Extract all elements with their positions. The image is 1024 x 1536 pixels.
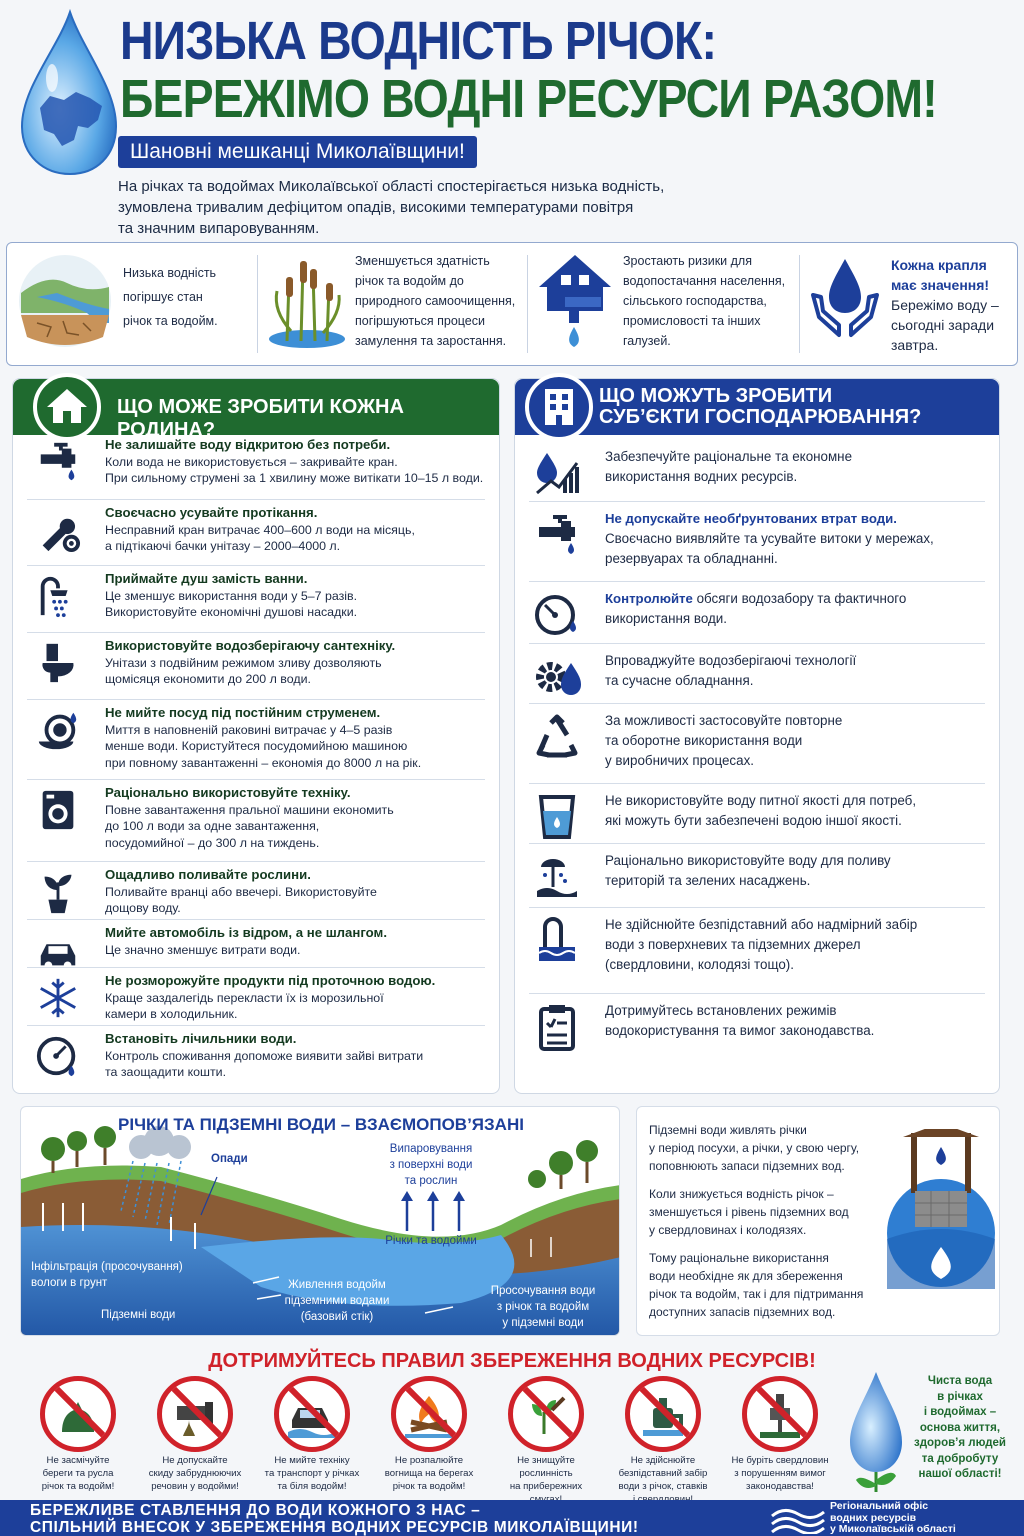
impact-cell-risks: Зростають ризики для водопостачання населення, сільського господарства, промисловості та інших галузей. (529, 243, 799, 365)
family-tip-text (105, 571, 491, 621)
infiltration-label: Інфільтрація (просочування) вологи в грунт (31, 1261, 183, 1289)
business-tip-text (605, 915, 991, 975)
business-tip-text (605, 791, 991, 831)
office-building-icon (525, 373, 593, 441)
family-tip-line: Це значно зменшує витрати води. (105, 942, 301, 957)
family-tip-line: а підтікаючі бачки унітазу – 2000–4000 л. (105, 539, 341, 553)
business-tip-line: Раціонально використовуйте воду для поливу (605, 853, 891, 868)
business-tip-line: у виробничих процесах. (605, 753, 754, 768)
business-tip-line: Не використовуйте воду питної якості для потреб, (605, 793, 917, 808)
divider (529, 783, 985, 784)
family-tip-line: Коли вода не використовується – закривайте кран. (105, 454, 398, 469)
business-tip-line: Дотримуйтесь встановлених режимів (605, 1003, 837, 1018)
water-intake-icon (533, 917, 581, 965)
business-tip-line: резервуарах та обладнанні. (605, 551, 778, 566)
family-tip-line: Миття в наповненій раковині витрачає у 4–5 разів (105, 722, 393, 737)
baseflow-label: Живлення водойм підземними водами (базовий стік) (284, 1279, 390, 1323)
divider (529, 843, 985, 844)
rule-item (373, 1376, 485, 1493)
impact-cell-low-water: Низька водність погіршує стан річок та водойм. (7, 243, 257, 365)
family-tip-title: Раціонально використовуйте техніку. (105, 785, 351, 800)
business-tip-line: Впроваджуйте водозберігаючі технології (605, 653, 857, 668)
family-tip-line: Використовуйте економічні душові насадки. (105, 605, 358, 619)
family-tip-title: Мийте автомобіль із відром, а не шлангом. (105, 925, 387, 940)
family-tip-line: Контроль споживання допоможе виявити зайві витрати (105, 1048, 424, 1063)
family-tip-line: до 100 л води за одне завантаження, (105, 819, 320, 833)
footer-organization: Регіональний офіс водних ресурсів у Миколаївській області (830, 1500, 956, 1535)
family-tip-text (105, 785, 491, 851)
business-tip-title: Не допускайте необґрунтованих втрат води. (605, 511, 897, 526)
faucet-icon (35, 439, 81, 485)
plant-destroy-icon (522, 1390, 570, 1438)
river-explanation-panel: Підземні води живлять річки у період посухи, а річки, у свою чергу, поповнюють запаси підземних вод. Коли знижується водність річок – зменшується і рівень підземних вод у свердловинах і колодязях. Тому раціональне використання води необхідне як для збереження річок та водойм, так і для підтримання доступних запасів підземних вод. (636, 1106, 1000, 1336)
business-tip-line: Своєчасно виявляйте та усувайте витоки у мережах, (605, 531, 934, 546)
business-tip-line: використання води. (605, 611, 727, 626)
rule-item (139, 1376, 251, 1493)
impact-cell-every-drop: Кожна крапля має значення! Бережімо воду – сьогодні заради завтра. (801, 243, 1017, 365)
water-office-logo (770, 1504, 826, 1534)
well-icon (885, 1129, 997, 1299)
main-title-line2: БЕРЕЖІМО ВОДНІ РЕСУРСИ РАЗОМ! (120, 69, 937, 129)
business-section-header (515, 379, 999, 435)
business-tip-line: Не здійснюйте безпідставний або надмірний забір (605, 917, 918, 932)
greeting-banner: Шановні мешканці Миколаївщини! (118, 136, 477, 168)
divider (27, 779, 485, 780)
rule-text: Не буріть свердловин з порушенням вимог законодавства! (731, 1455, 829, 1492)
divider (27, 499, 485, 500)
business-tip-line: та оборотне використання води (605, 733, 803, 748)
business-tip-line: обсяги водозабору та фактичного (696, 591, 907, 606)
family-section (12, 378, 500, 1094)
sewage-pipe-icon (171, 1390, 219, 1438)
reeds-icon (267, 251, 347, 351)
rule-item (22, 1376, 134, 1493)
sprinkler-icon (533, 853, 581, 901)
family-tip-text (105, 973, 491, 1023)
clipboard-icon (533, 1003, 581, 1051)
hands-drop-icon (809, 255, 881, 339)
rule-text: Не засмічуйте береги та русла річок та водойм! (41, 1455, 115, 1492)
family-tip-line: при повному завантаженні – економія до 8000 л на рік. (105, 755, 422, 770)
divider (529, 501, 985, 502)
rule-item (607, 1376, 719, 1506)
family-tip-title: Приймайте душ замість ванни. (105, 571, 308, 586)
business-tip-line: які можуть бути забезпечені водою іншої якості. (605, 813, 902, 828)
impacts-strip (6, 242, 1018, 366)
faucet-icon (533, 511, 581, 559)
family-tip-line: посудомийної – до 300 л на тиждень. (105, 835, 320, 850)
footer-bar (0, 1500, 1024, 1536)
pump-icon (639, 1390, 687, 1438)
groundwater-label: Підземні води (101, 1309, 176, 1321)
river-groundwater-diagram (20, 1106, 620, 1336)
family-tip-title: Ощадливо поливайте рослини. (105, 867, 311, 882)
family-tip-line: При сильному струмені за 1 хвилину може витікати 10–15 л води. (105, 471, 484, 485)
family-tip-text (105, 505, 491, 555)
prohibition-sign (508, 1376, 584, 1452)
rule-text: Не здійснюйте безпідставний забір води з річок, ставків (618, 1455, 708, 1492)
business-heading-line1: ЩО МОЖУТЬ ЗРОБИТИ (599, 385, 833, 407)
evaporation-label: Випаровування з поверхні води та рослин (389, 1143, 473, 1187)
family-tip-text (105, 638, 491, 688)
rule-text: Не мийте техніку та транспорт у річках та біля водойм! (264, 1455, 360, 1492)
family-tip-line: та заощадити кошти. (105, 1065, 227, 1079)
family-tip-text (105, 1031, 491, 1081)
business-section (514, 378, 1000, 1094)
business-tip-line: Забезпечуйте раціональне та економне (605, 449, 853, 464)
family-tip-line: Несправний кран витрачає 400–600 л води на місяць, (105, 522, 415, 537)
family-tip-text (105, 867, 491, 917)
prohibition-sign (40, 1376, 116, 1452)
family-tip-line: менше води. Користуйтеся посудомийною машиною (105, 739, 408, 753)
rule-text: Не знищуйте рослинність на прибережних (509, 1455, 583, 1492)
family-tip-title: Не залишайте воду відкритою без потреби. (105, 437, 391, 452)
divider (27, 699, 485, 700)
rule-item (256, 1376, 368, 1493)
business-tip-line: водокористування та вимог законодавства. (605, 1023, 875, 1038)
house-tap-icon (535, 251, 615, 355)
family-tip-title: Не мийте посуд під постійним струменем. (105, 705, 381, 720)
prohibition-sign (274, 1376, 350, 1452)
family-tip-line: Унітази з подвійним режимом зливу дозволяють (105, 655, 382, 670)
rivers-label: Річки та водойми (385, 1235, 477, 1247)
rule-item (490, 1376, 602, 1506)
prohibition-sign (742, 1376, 818, 1452)
divider (529, 993, 985, 994)
family-tip-line: дощову воду. (105, 901, 181, 915)
business-tip-text (605, 509, 991, 569)
home-icon (33, 373, 101, 441)
glass-icon (533, 793, 581, 841)
business-tip-text (605, 447, 991, 487)
family-tip-title: Не розморожуйте продукти під проточною водою. (105, 973, 436, 988)
divider (27, 565, 485, 566)
family-tip-line: Краще заздалегідь перекласти їх із морозильної (105, 990, 384, 1005)
family-tip-line: Це зменшує використання води у 5–7 разів. (105, 588, 358, 603)
car-wash-icon (288, 1390, 336, 1438)
dry-riverbed-icon (17, 253, 113, 349)
business-tip-line: За можливості застосовуйте повторне (605, 713, 843, 728)
toilet-icon (35, 640, 81, 686)
business-tip-text (605, 651, 991, 691)
business-tip-title: Контролюйте (605, 591, 693, 606)
divider (27, 861, 485, 862)
river-diagram-title: РІЧКИ ТА ПІДЗЕМНІ ВОДИ – ВЗАЄМОПОВ’ЯЗАНІ (118, 1115, 524, 1134)
family-section-header (13, 379, 499, 441)
rules-title: ДОТРИМУЙТЕСЬ ПРАВИЛ ЗБЕРЕЖЕННЯ ВОДНИХ РЕСУРСІВ! (208, 1350, 816, 1372)
prohibition-sign (391, 1376, 467, 1452)
water-meter-icon (35, 1033, 81, 1079)
family-tip-text (105, 705, 491, 771)
shower-icon (35, 573, 81, 619)
prohibition-sign (625, 1376, 701, 1452)
drill-icon (756, 1390, 804, 1438)
business-heading-line2: СУБ’ЄКТИ ГОСПОДАРЮВАННЯ? (599, 406, 922, 428)
seepage-label: Просочування води з річок та водойм у підземні води (490, 1285, 596, 1329)
business-tip-line: води з поверхневих та підземних джерел (605, 937, 861, 952)
footer-line1: БЕРЕЖЛИВЕ СТАВЛЕННЯ ДО ВОДИ КОЖНОГО З НАС – (30, 1502, 481, 1519)
precipitation-label: Опади (211, 1153, 248, 1165)
business-tip-text (605, 711, 991, 771)
business-tip-text (605, 1001, 991, 1041)
divider (27, 632, 485, 633)
business-tip-line: (свердловини, колодязі тощо). (605, 957, 794, 972)
family-tip-line: Поливайте вранці або ввечері. Використовуйте (105, 884, 377, 899)
business-tip-text (605, 851, 991, 891)
business-tip-line: використання водних ресурсів. (605, 469, 798, 484)
trash-bag-icon (54, 1390, 102, 1438)
family-heading: ЩО МОЖЕ ЗРОБИТИ КОЖНА РОДИНА? (117, 396, 404, 441)
business-tip-text (605, 589, 991, 629)
family-tip-line: щомісяця економити до 200 л води. (105, 672, 311, 686)
dishes-icon (35, 707, 81, 753)
water-drop-ukraine-map-icon (18, 8, 118, 178)
family-tip-title: Своєчасно усувайте протікання. (105, 505, 318, 520)
wrench-gear-icon (35, 507, 81, 553)
recycle-icon (533, 713, 581, 761)
intro-text: На річках та водоймах Миколаївської області спостерігається низька водність, зумовлена тривалим дефіцитом опадів, високими температурами повітря та значним випаровуванням. (118, 178, 665, 237)
divider (27, 919, 485, 920)
family-tip-line: камери в холодильник. (105, 1007, 238, 1021)
family-tip-line: Повне завантаження пральної машини економить (105, 802, 394, 817)
family-tip-text (105, 437, 491, 487)
washing-machine-icon (35, 787, 81, 833)
family-tip-text (105, 925, 491, 958)
snowflake-icon (35, 975, 81, 1021)
main-title-line1: НИЗЬКА ВОДНІСТЬ РІЧОК: (120, 11, 717, 71)
rule-item (724, 1376, 836, 1493)
divider (27, 1025, 485, 1026)
business-tip-line: територій та зелених насаджень. (605, 873, 811, 888)
divider (27, 967, 485, 968)
rule-text: Не розпалюйте вогнища на берегах річок та водойм! (384, 1455, 474, 1492)
campfire-icon (405, 1390, 453, 1438)
gauge-icon (533, 591, 581, 639)
family-tip-title: Використовуйте водозберігаючу сантехніку. (105, 638, 396, 653)
rule-text: Не допускайте скиду забруднюючих речовин у водойми! (148, 1455, 242, 1492)
divider (529, 581, 985, 582)
footer-line2: СПІЛЬНИЙ ВНЕСОК У ЗБЕРЕЖЕННЯ ВОДНИХ РЕСУРСІВ МИКОЛАЇВЩИНИ! (30, 1519, 639, 1536)
divider (529, 703, 985, 704)
business-tip-line: та сучасне обладнання. (605, 673, 754, 688)
impact-cell-self-purification: Зменшується здатність річок та водойм до природного самоочищення, погіршуються процеси замулення та заростання. (259, 243, 527, 365)
divider (529, 907, 985, 908)
divider (529, 643, 985, 644)
plant-icon (35, 869, 81, 915)
gear-drop-icon (533, 653, 581, 701)
family-tip-title: Встановіть лічильники води. (105, 1031, 297, 1046)
drop-chart-icon (533, 449, 581, 497)
prohibition-sign (157, 1376, 233, 1452)
closing-slogan: Чиста вода в річках і водоймах – основа життя, здоров’я людей та добробуту нашої області! (914, 1375, 1006, 1480)
